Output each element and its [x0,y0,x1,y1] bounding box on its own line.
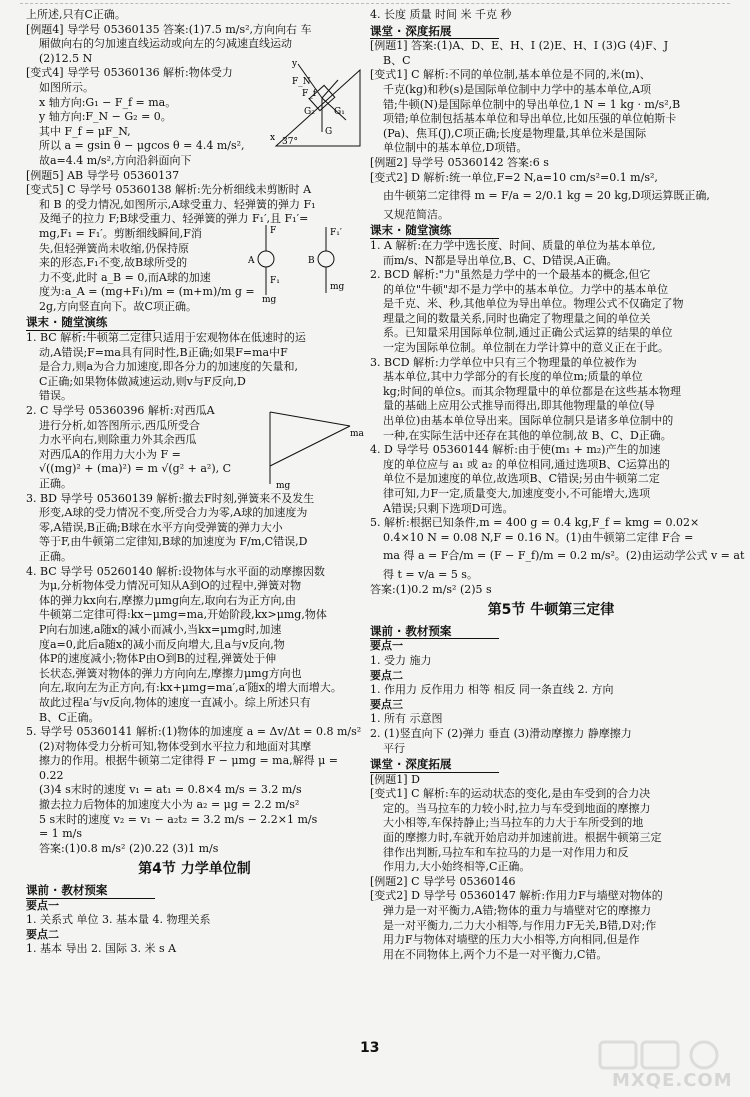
text-line: 力水平向右,则除重力外其余西瓜 [39,433,197,447]
section-title: 第5节 牛顿第三定律 [487,602,615,619]
text-line: [例题1] 答案:(1)A、D、E、H、I (2)E、H、I (3)G (4)F、J [370,39,669,53]
text-line: 错误。 [39,389,72,403]
text-line: [例题2] 导学号 05360142 答案:6 s [370,155,549,169]
angle-label: 37° [282,137,298,148]
ball-label: B [308,255,315,266]
text-line: 0.22 [39,768,64,782]
force-label: F_f [302,89,317,100]
text-line: 0.4×10 N = 0.08 N,F = 0.16 N。(1)由牛顿第二定律 F合 = [383,530,694,544]
right-block-4 [370,639,732,756]
force-label: mg [276,481,291,492]
text-line: 正确。 [39,549,72,563]
text-line: 1. 所有 示意图 [370,712,443,726]
text-line: 大小相等,车保持静止;当马拉车的力大于车所受到的地 [383,816,644,830]
text-line: 出单位)由基本单位导出来。国际单位制只是诸多单位制中的 [383,414,674,428]
text-line: 3. BD 导学号 05360139 解析:撤去F时刻,弹簧来不及发生 [26,491,315,505]
text-line: 1. 受力 施力 [370,653,432,667]
text-line: 系。已知量采用国际单位制,通过正确公式运算的结果的单位 [383,326,673,340]
text-line: 用在不同物体上,两个力不是一对平衡力,C错。 [383,947,608,961]
text-line: 是千克、米、秒,其他单位为导出单位。物理公式不仅确定了物 [383,297,684,311]
text-line: 向左,取向左为正方向,有:kx+μmg=ma′,a′随x的增大而增大。 [39,681,342,695]
text-line: (2)对物体受力分析可知,物体受到水平拉力和地面对其摩 [39,739,312,753]
text-line: [变式2] D 导学号 05360147 解析:作用力F与墙壁对物体的 [370,889,663,903]
spring-force-diagram [234,223,362,303]
text-line: kg;时间的单位s。而其余物理量中的单位都是在这些基本物理 [383,384,682,398]
right-column [370,8,745,962]
text-line: 2. BCD 解析:"力"虽然是力学中的一个最基本的概念,但它 [370,268,651,282]
text-line: 故a=4.4 m/s²,方向沿斜面向下 [39,153,192,167]
text-line: 4. 长度 质量 时间 米 千克 秒 [370,8,512,21]
section-header: 课前 · 教材预案 [26,883,155,899]
text-line: 来的形态,F₁不变,故B球所受的 [39,256,188,270]
text-line: 2g,方向竖直向下。故C项正确。 [39,299,197,313]
text-line: 和 B 的受力情况,如图所示,A球受重力、轻弹簧的弹力 F₁ [39,197,316,211]
force-label: ma [350,429,364,440]
text-line: 等于F,由牛顿第二定律知,B球的加速度为 F/m,C错误,D [39,535,308,549]
force-label: G₂ [304,107,315,118]
text-line: 单位制中的基本单位,D项错。 [383,141,528,155]
text-line: P向右加速,a随x的减小而减小,当kx=μmg时,加速 [39,622,282,636]
text-line: 由牛顿第二定律得 m = F/a = 2/0.1 kg = 20 kg,D项运算既正确, [383,189,710,203]
text-line: [变式4] 导学号 05360136 解析:物体受力 [26,66,233,80]
text-line: (2)12.5 N [39,51,93,65]
force-label: F₁′ [330,227,342,238]
text-line: [变式1] C 解析:不同的单位制,基本单位是不同的,米(m)、 [370,68,651,82]
text-line: 而m/s、N都是导出单位,B、C、D错误,A正确。 [383,253,618,267]
left-block-2 [26,331,363,856]
text-line: 得 t = v/a = 5 s。 [383,567,478,581]
text-line: 其中 F_f = μF_N, [39,124,131,138]
text-line: 一种,在实际生活中还存在其他的单位制,故 B、C、D正确。 [383,428,672,442]
text-line: 形变,A球的受力情况不变,所受合力为零,A球的加速度为 [39,506,308,520]
key-point-label: 要点二 [370,668,403,682]
text-line: 1. BC 解析:牛顿第二定律只适用于宏观物体在低速时的运 [26,331,306,345]
text-line: 3. BCD 解析:力学单位中只有三个物理量的单位被作为 [370,355,637,369]
right-block-3 [370,238,745,597]
text-line: 律作出判断,马拉车和车拉马的力是一对作用力和反 [383,845,629,859]
text-line: 擦力的作用。根据牛顿第二定律得 F − μmg = ma,解得 μ = [39,754,339,768]
text-line: 千克(kg)和秒(s)是国际单位制中力学中的基本单位,A项 [383,82,651,96]
text-line: 进行分析,如答图所示,西瓜所受合 [39,418,200,432]
text-line: 正确。 [39,477,72,490]
spring-figure-block [26,225,363,305]
text-line: 错;牛顿(N)是国际单位制中的导出单位,1 N = 1 kg · m/s²,B [383,97,681,111]
text-line: 1. 关系式 单位 3. 基本量 4. 物理关系 [26,913,211,927]
text-line: 上所述,只有C正确。 [26,8,126,21]
text-line: 体的弹力kx向右,摩擦力μmg向左,取向右为正方向,由 [39,593,296,607]
left-block-1 [26,8,363,314]
text-line: [例题1] D [370,772,420,786]
text-line: A错误;只剩下选项D可选。 [383,501,514,515]
text-line: ma 得 a = F合/m = (F − F_f)/m = 0.2 m/s²。(2)由运动学公式 v = at [383,549,745,563]
text-line: 度a=0,此后a随x的减小而反向增大,且a与v反向,物 [39,637,285,651]
left-column [26,8,363,957]
text-line: 答案:(1)0.8 m/s² (2)0.22 (3)1 m/s [39,841,219,855]
section-header: 课堂 · 深度拓展 [370,24,499,40]
text-line: 1. 基本 导出 2. 国际 3. 米 s A [26,942,177,956]
incline-force-diagram [268,56,364,152]
text-line: 用力F与物体对墙壁的压力大小相等,方向相同,但是作 [383,933,640,947]
force-label: mg [262,294,277,305]
text-line: 1. A 解析:在力学中选长度、时间、质量的单位为基本单位, [370,238,656,252]
text-line: = 1 m/s [39,827,82,841]
section-title: 第4节 力学单位制 [138,861,251,878]
text-line: 一定为国际单位制。单位制在力学计算中的意义正在于此。 [383,341,669,355]
text-line: [变式2] D 解析:统一单位,F=2 N,a=10 cm/s²=0.1 m/s², [370,170,658,184]
left-block-3 [26,899,363,957]
text-line: 5. 导学号 05360141 解析:(1)物体的加速度 a = Δv/Δt = 0.8 m/s² [26,725,362,739]
text-line: 的单位"牛顿"却不是力学中的基本单位。力学中的基本单位 [383,282,669,296]
text-line: 是合力,则a为合力加速度,即各分力的加速度的矢量和, [39,360,299,374]
key-point-label: 要点二 [26,927,59,941]
text-line: 动,A错误;F=ma具有同时性,B正确;如果F=ma中F [39,345,288,359]
text-line: B、C正确。 [39,710,100,724]
text-line: 2. C 导学号 05360396 解析:对西瓜A [26,404,215,418]
text-line: 是一对平衡力,二力大小相等,与作用力F无关,B错,D对;作 [383,918,657,932]
text-line: [变式1] C 解析:车的运动状态的变化,是由车受到的合力决 [370,787,651,801]
text-line: 体P的速度减小;物体P由O到B的过程,弹簧处于伸 [39,652,277,666]
page-number: 13 [360,1040,380,1056]
text-line: x 轴方向:G₁ − F_f = ma。 [39,95,177,109]
ball-label: A [248,255,255,266]
text-line: 弹力是一对平衡力,A错;物体的重力与墙壁对它的摩擦力 [383,904,652,918]
text-line: (3)4 s末时的速度 v₁ = at₁ = 0.8×4 m/s = 3.2 m/s [39,783,302,797]
text-line: 定的。当马拉车的力较小时,拉力与车受到地面的摩擦力 [383,801,651,815]
text-line: 力不变,此时 a_B = 0,而A球的加速 [39,270,211,284]
force-label: mg [330,281,345,292]
text-line: 为μ,分析物体受力情况可知从A到O的过程中,弹簧对物 [39,579,302,593]
text-line: C正确;如果物体做减速运动,则v与F反向,D [39,374,246,388]
text-line: 又规范简洁。 [383,207,449,221]
section-header: 课堂 · 深度拓展 [370,757,499,773]
text-line: 5 s末时的速度 v₂ = v₁ − a₂t₂ = 3.2 m/s − 2.2×1 m/s [39,812,318,826]
axis-label: x [270,133,276,144]
text-line: [变式5] C 导学号 05360138 解析:先分析细线未剪断时 A [26,183,312,197]
text-line: [例题2] C 导学号 05360146 [370,874,516,888]
text-line: (Pa)、焦耳(J),C项正确;长度是物理量,其单位米是国际 [383,126,647,140]
text-line: 所以 a = gsin θ − μgcos θ = 4.4 m/s², [39,139,245,153]
force-label: G₁ [334,107,345,118]
force-label: G [325,127,333,138]
text-line: [例题4] 导学号 05360135 答案:(1)7.5 m/s²,方向向右 车 [26,22,312,36]
text-line: 及绳子的拉力 F;B球受重力、轻弹簧的弹力 F₁′,且 F₁′= [39,212,309,226]
text-line: 1. 作用力 反作用力 相等 相反 同一条直线 2. 方向 [370,683,614,697]
text-line: y 轴方向:F_N − G₂ = 0。 [39,110,172,124]
text-line: 对西瓜A的作用力大小为 F = [39,447,181,461]
key-point-label: 要点一 [370,639,403,653]
force-label: F_N [292,77,311,88]
right-block-2 [370,39,732,222]
text-line: 面的摩擦力时,车就开始启动并加速前进。根据牛顿第三定 [383,831,662,845]
text-line: 项错;单位制包括基本单位和导出单位,比如压强的单位帕斯卡 [383,112,677,126]
text-line: 基本单位,其中力学部分的有长度的单位m;质量的单位 [383,370,643,384]
text-line: B、C [383,53,411,67]
text-line: 作用力,大小始终相等,C正确。 [383,860,531,874]
text-line: 长状态,弹簧对物体的弹力方向向左,摩擦力μmg方向也 [39,666,302,680]
watermelon-force-diagram [262,406,362,490]
right-block-5 [370,773,732,963]
text-line: 度的单位应与 a₁ 或 a₂ 的单位相同,通过选项B、C运算出的 [383,457,670,471]
section-header: 课前 · 教材预案 [370,624,499,640]
text-line: 零,A错误,B正确;B球在水平方向受弹簧的弹力大小 [39,520,283,534]
text-line: 量的基础上应用公式推导而得出,即其他物理量的单位(导 [383,399,655,413]
text-line: mg,F₁ = F₁′。剪断细线瞬间,F消 [39,226,202,240]
force-label: F₁ [270,275,280,286]
text-line: 5. 解析:根据已知条件,m = 400 g = 0.4 kg,F_f = kmg = 0.02× [370,516,700,530]
incline-figure-block [26,59,363,168]
text-line: 牛顿第二定律可得:kx−μmg=ma,开始阶段,kx>μmg,物体 [39,608,327,622]
text-line: 故此过程a′与v反向,物体的速度一直减小。综上所述只有 [39,695,311,709]
axis-label: y [292,59,298,70]
text-line: 4. D 导学号 05360144 解析:由于使(m₁ + m₂)产生的加速 [370,443,661,457]
key-point-label: 要点一 [26,898,59,912]
text-line: 2. (1)竖直向下 (2)弹力 垂直 (3)滑动摩擦力 静摩擦力 [370,726,632,740]
text-line: 4. BC 导学号 05260140 解析:设物体与水平面的动摩擦因数 [26,564,325,578]
text-line: 答案:(1)0.2 m/s² (2)5 s [370,582,492,596]
force-label: F [270,225,277,236]
text-line: 理量之间的数量关系,同时也确定了物理量之间的单位关 [383,311,651,325]
text-line: 度为:a_A = (mg+F₁)/m = (m+m)/m g = [39,285,255,299]
section-header: 课末 · 随堂演练 [26,315,155,331]
text-line: √((mg)² + (ma)²) = m √(g² + a²), C [39,462,232,476]
section-header: 课末 · 随堂演练 [370,223,499,239]
text-line: 厢做向右的匀加速直线运动或向左的匀减速直线运动 [39,37,292,51]
watermelon-figure-block [26,404,363,492]
top-divider [20,3,730,4]
watermark-text: MXQE.COM [612,1070,733,1091]
key-point-label: 要点三 [370,697,403,711]
text-line: 撤去拉力后物体的加速度大小为 a₂ = μg = 2.2 m/s² [39,798,300,812]
text-line: 单位不是加速度的单位,故选项B、C错误;另由牛顿第二定 [383,472,660,486]
text-line: 律可知,力F一定,质量变大,加速度变小,不可能增大,选项 [383,487,651,500]
text-line: [例题5] AB 导学号 05360137 [26,168,180,182]
text-line: 失,但轻弹簧尚未收缩,仍保持原 [39,241,189,255]
text-line: 如图所示。 [39,80,94,94]
text-line: 平行 [383,741,405,755]
